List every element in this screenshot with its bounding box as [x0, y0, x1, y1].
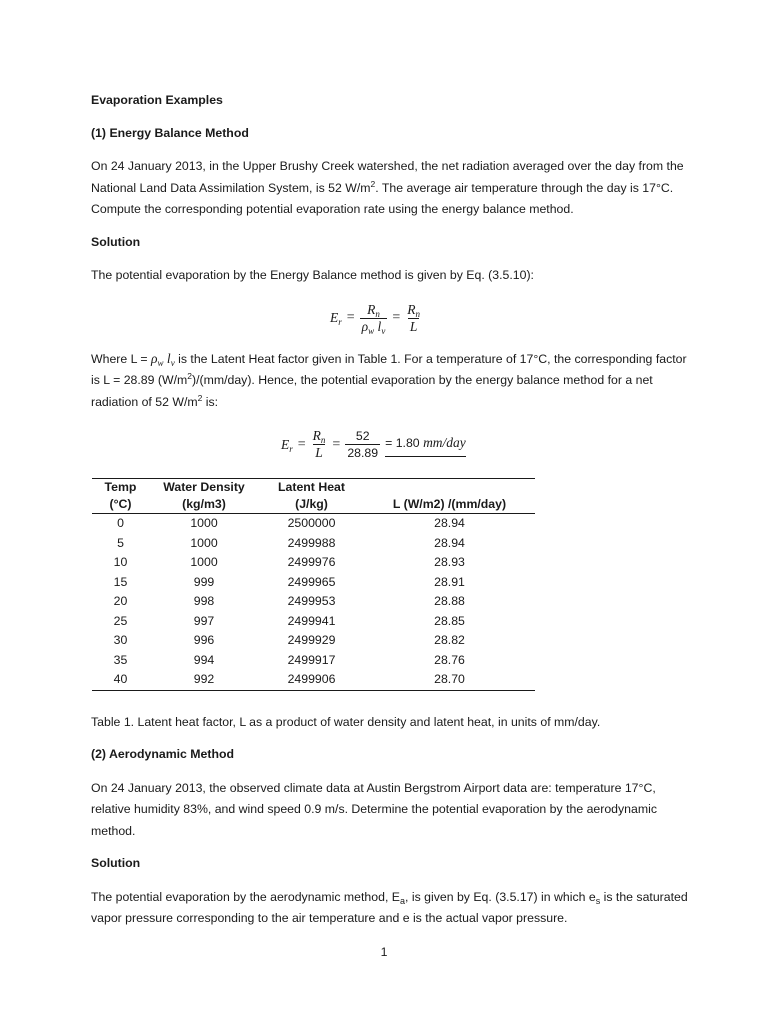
table-row: 25 997 2499941 28.85: [113, 613, 465, 628]
eq2-unit: mm/day: [423, 434, 466, 450]
section-1-where-text: Where $L = \rho_w$ $l_v$ is the Latent Heat factor given in Table 1. For a temperature of 17°C, the corresponding factor is L = 28.89 $(W/m^2)/(mm/day)$. Hence, the potential evaporation by the energy balance method for a net radiation of 52 $W/m^2$ is:: [91, 350, 687, 409]
table-row: 5 1000 2499988 28.94: [117, 535, 465, 550]
table-row: 15 999 2499965 28.91: [113, 574, 465, 589]
table-row: 30 996 2499929 28.82: [113, 633, 465, 647]
section-1-solution-heading: Solution: [91, 234, 141, 249]
table-row: 35 994 2499917 28.76: [113, 652, 465, 667]
table-header: (J/kg): [259, 496, 364, 514]
table-header: (°C): [92, 496, 149, 514]
section-1-problem: On 24 January 2013, in the Upper Brushy Creek watershed, the net radiation averaged over the day from the National Land Data Assimilation System, is 52 $W/m^2$. The average air temperature through the day is 17°C. Compute the corresponding potential evaporation rate using the energy balance method.: [91, 159, 684, 216]
table-header: Latent Heat: [259, 479, 364, 497]
table-row: 10 1000 2499976 28.93: [113, 555, 465, 569]
table-row: 0 1000 2500000 28.94: [117, 516, 465, 530]
section-2-text: The potential evaporation by the aerodynamic method, $E_a$, is given by Eq. (3.5.17) in which $e_s$ is the saturated vapor pressure corresponding to the air temperature and e is the actual vapor pressure.: [91, 889, 688, 925]
table-header: L (W/m2) /(mm/day): [364, 496, 535, 514]
table-row: 20 998 2499953 28.88: [113, 594, 465, 608]
eq2-numerator: 52: [355, 429, 370, 443]
table-header: Water Density: [149, 479, 259, 497]
equation-energy-balance-result: $E_r$ = $\frac{R_n}{L}$ = $\frac{52}{28.89}$ = 1.80 mm/day: [281, 428, 466, 460]
section-2-heading: (2) Aerodynamic Method: [91, 747, 235, 761]
eq2-denominator: 28.89: [347, 446, 379, 460]
table-header: (kg/m3): [149, 496, 259, 514]
table-row: 40 992 2499906 28.70: [92, 670, 535, 690]
table-caption: Table 1. Latent heat factor, L as a product of water density and latent heat, in units of mm/day.: [91, 714, 601, 729]
section-2-problem: On 24 January 2013, the observed climate data at Austin Bergstrom Airport data are: temperature 17°C, relative humidity 83%, and wind speed 0.9 m/s. Determine the potential evaporation by the aerodynamic method.: [91, 780, 657, 838]
latent-heat-table: [92, 478, 535, 691]
section-1-intro: The potential evaporation by the Energy Balance method is given by Eq. (3.5.10):: [91, 268, 534, 282]
table-header: Temp: [92, 479, 149, 497]
section-1-heading: (1) Energy Balance Method: [91, 125, 249, 140]
eq2-result: = 1.80: [385, 435, 424, 450]
table-header: [364, 479, 535, 497]
equation-energy-balance: $E_r$ = $\frac{R_n}{\rho_w l_v}$ = $\frac{R_n}{L}$: [330, 301, 420, 336]
document-page: [91, 90, 691, 941]
section-2-solution-heading: Solution: [91, 856, 141, 870]
page-number: 1: [380, 945, 388, 959]
document-title: Evaporation Examples: [91, 93, 223, 107]
